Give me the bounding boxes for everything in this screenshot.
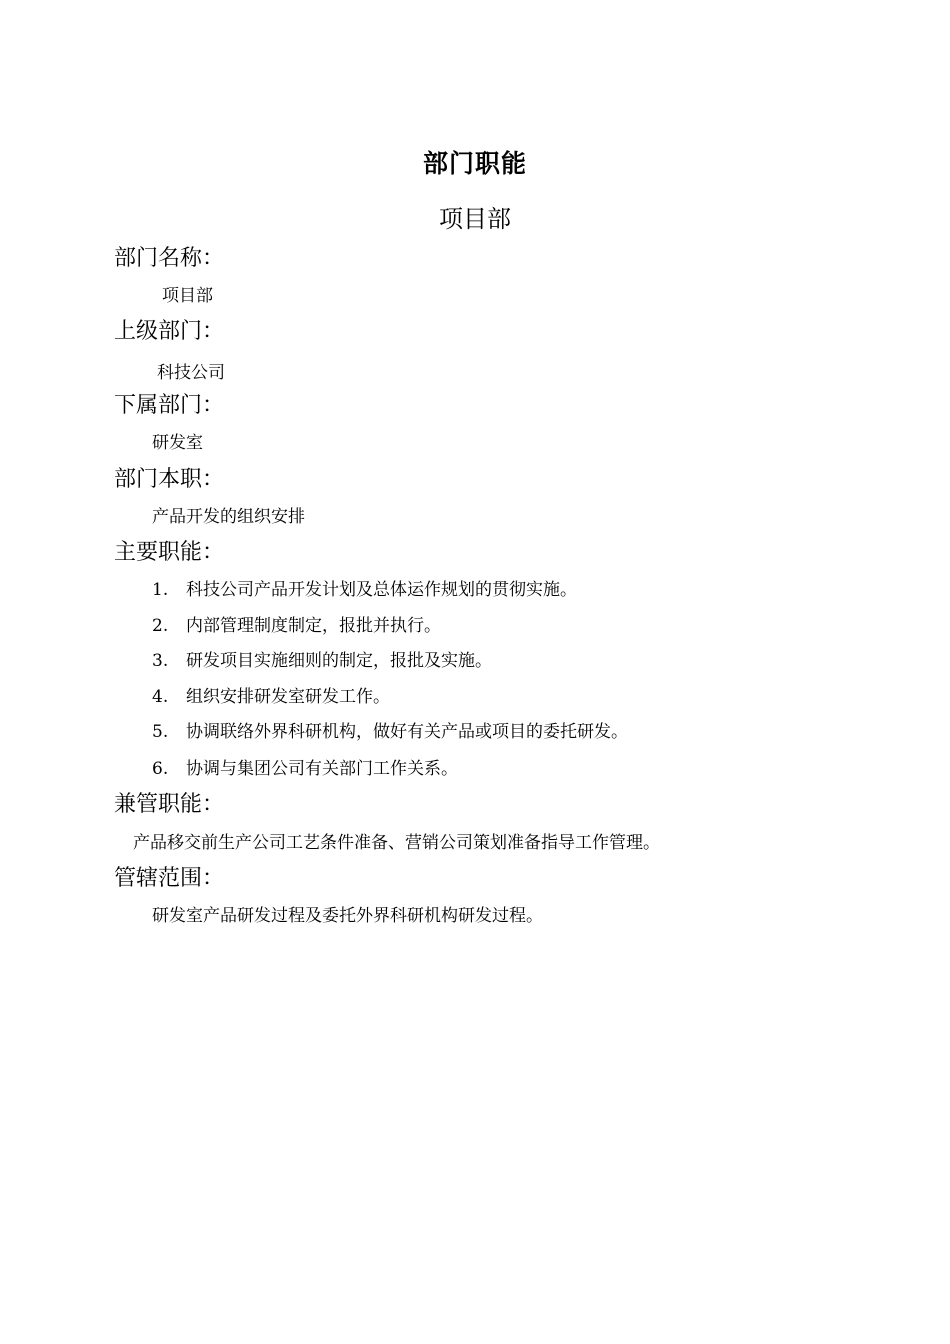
list-item-number: 5. (152, 722, 169, 742)
section-heading-superior: 上级部门： (114, 319, 225, 344)
document-subtitle: 项目部 (439, 205, 511, 233)
list-item (152, 685, 390, 709)
list-item-text: 内部管理制度制定，报批并执行。 (186, 616, 441, 636)
section-content-name: 项目部 (162, 286, 213, 306)
list-item-text: 研发项目实施细则的制定，报批及实施。 (186, 651, 492, 671)
section-content-subordinate: 研发室 (152, 433, 203, 453)
list-item-number: 4. (152, 687, 169, 707)
section-heading-concurrent: 兼管职能： (114, 792, 225, 817)
section-content-superior: 科技公司 (157, 363, 225, 383)
section-heading-subordinate: 下属部门： (114, 393, 225, 418)
list-item-text: 科技公司产品开发计划及总体运作规划的贯彻实施。 (186, 580, 577, 600)
section-heading-scope: 管辖范围： (114, 866, 225, 891)
section-content-duty: 产品开发的组织安排 (152, 507, 305, 527)
list-item (152, 757, 458, 781)
section-content-scope: 研发室产品研发过程及委托外界科研机构研发过程。 (152, 906, 543, 926)
list-item (152, 649, 492, 673)
list-item (152, 614, 441, 638)
section-heading-name: 部门名称： (114, 246, 225, 271)
list-item-number: 6. (152, 759, 169, 779)
list-item (152, 578, 577, 602)
section-content-concurrent: 产品移交前生产公司工艺条件准备、营销公司策划准备指导工作管理。 (133, 833, 660, 853)
list-item-text: 协调联络外界科研机构，做好有关产品或项目的委托研发。 (186, 722, 628, 742)
list-item-number: 1. (152, 580, 169, 600)
list-item-text: 协调与集团公司有关部门工作关系。 (186, 759, 458, 779)
list-item-number: 2. (152, 616, 169, 636)
section-heading-duty: 部门本职： (114, 467, 225, 492)
list-item (152, 720, 628, 744)
document-title: 部门职能 (422, 149, 527, 178)
list-item-text: 组织安排研发室研发工作。 (186, 687, 390, 707)
section-heading-functions: 主要职能： (114, 540, 225, 565)
list-item-number: 3. (152, 651, 169, 671)
